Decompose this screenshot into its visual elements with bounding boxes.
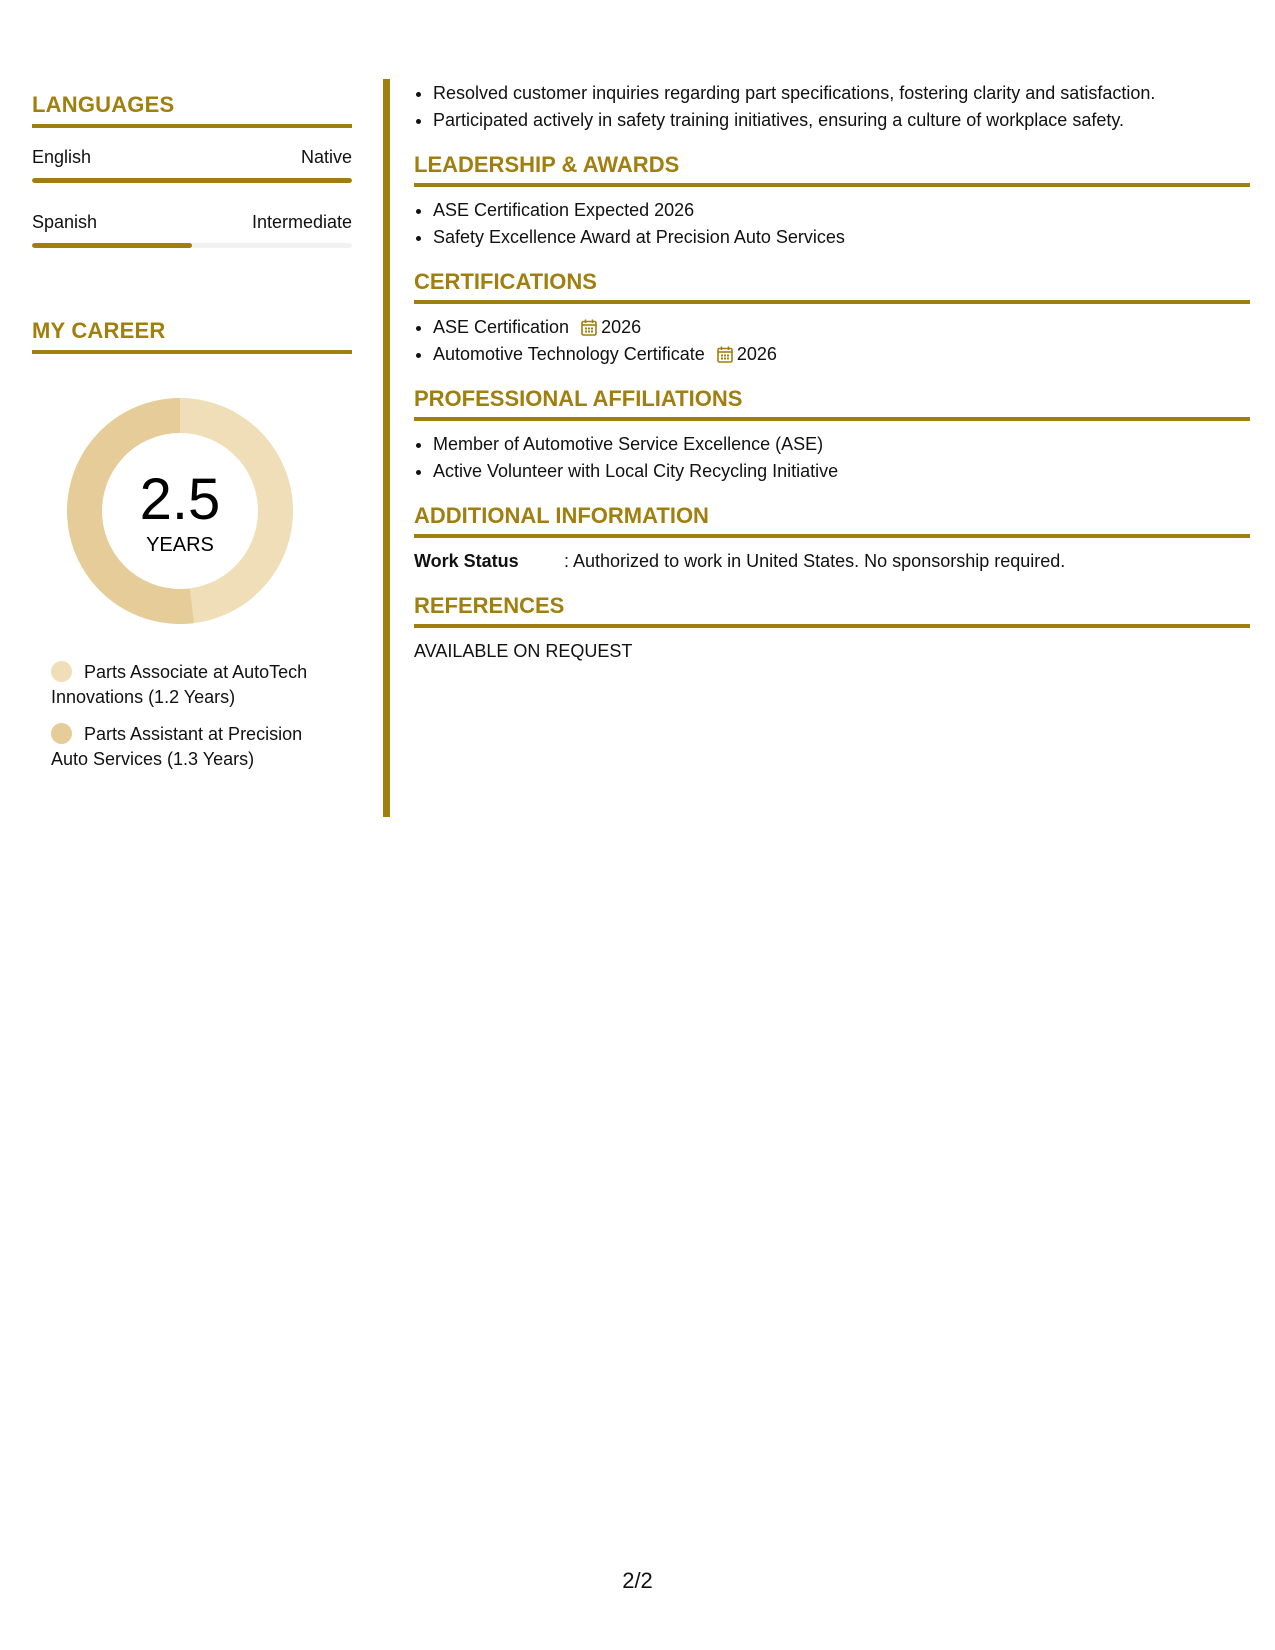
leadership-item: • Safety Excellence Award at Precision Auto Services	[433, 224, 1250, 251]
language-proficiency-bar	[32, 243, 352, 248]
work-status-value: : Authorized to work in United States. No sponsorship required.	[564, 551, 1066, 571]
work-status-row	[414, 548, 1250, 575]
experience-bullet: • Resolved customer inquiries regarding part specifications, fostering clarity and satisfaction.	[433, 80, 1250, 107]
legend-dot	[51, 661, 72, 682]
leadership-list	[414, 197, 1250, 251]
career-title: MY CAREER	[32, 318, 352, 354]
career-section	[32, 318, 352, 772]
certifications-list	[414, 314, 1250, 368]
experience-bullet: • Participated actively in safety training initiatives, ensuring a culture of workplace safety.	[433, 107, 1250, 134]
career-total-unit: YEARS	[146, 534, 214, 556]
additional-info-title: ADDITIONAL INFORMATION	[414, 503, 1250, 538]
page-number: 2/2	[622, 1568, 653, 1593]
certifications-title: CERTIFICATIONS	[414, 269, 1250, 304]
leadership-title: LEADERSHIP & AWARDS	[414, 152, 1250, 187]
legend-label: Parts Assistant at Precision Auto Services (1.3 Years)	[51, 724, 303, 769]
certification-name: Automotive Technology Certificate	[433, 344, 705, 364]
legend-item	[51, 722, 341, 772]
certification-year: 2026	[601, 317, 642, 337]
leadership-item: • ASE Certification Expected 2026	[433, 197, 1250, 224]
career-legend	[32, 660, 341, 772]
legend-dot	[51, 723, 72, 744]
language-name: English	[32, 147, 92, 167]
calendar-icon	[717, 346, 733, 363]
career-total-value: 2.5	[139, 467, 221, 532]
affiliations-title: PROFESSIONAL AFFILIATIONS	[414, 386, 1250, 421]
affiliation-item: • Member of Automotive Service Excellence (ASE)	[433, 431, 1250, 458]
certification-item	[433, 314, 1250, 341]
language-item-english	[32, 146, 352, 183]
references-title: REFERENCES	[414, 593, 1250, 628]
language-proficiency-fill	[32, 243, 192, 248]
references-text: AVAILABLE ON REQUEST	[414, 641, 633, 661]
language-item-spanish	[32, 211, 352, 248]
work-status-label: Work Status	[414, 551, 519, 571]
column-divider	[383, 79, 390, 817]
legend-item	[51, 660, 341, 710]
languages-title: LANGUAGES	[32, 92, 352, 128]
legend-label: Parts Associate at AutoTech Innovations (1.2 Years)	[51, 662, 308, 707]
language-level: Intermediate	[251, 212, 352, 232]
affiliations-list	[414, 431, 1250, 485]
career-donut-chart	[65, 396, 295, 626]
language-name: Spanish	[32, 212, 98, 232]
affiliation-item: • Active Volunteer with Local City Recycling Initiative	[433, 458, 1250, 485]
certification-year: 2026	[736, 344, 777, 364]
language-proficiency-fill	[32, 178, 352, 183]
calendar-icon	[581, 319, 597, 336]
certification-name: ASE Certification	[433, 317, 570, 337]
language-level: Native	[300, 147, 352, 167]
sidebar	[32, 92, 352, 784]
certification-item	[433, 341, 1250, 368]
main-column	[414, 80, 1250, 665]
language-proficiency-bar	[32, 178, 352, 183]
experience-bullets	[414, 80, 1250, 134]
